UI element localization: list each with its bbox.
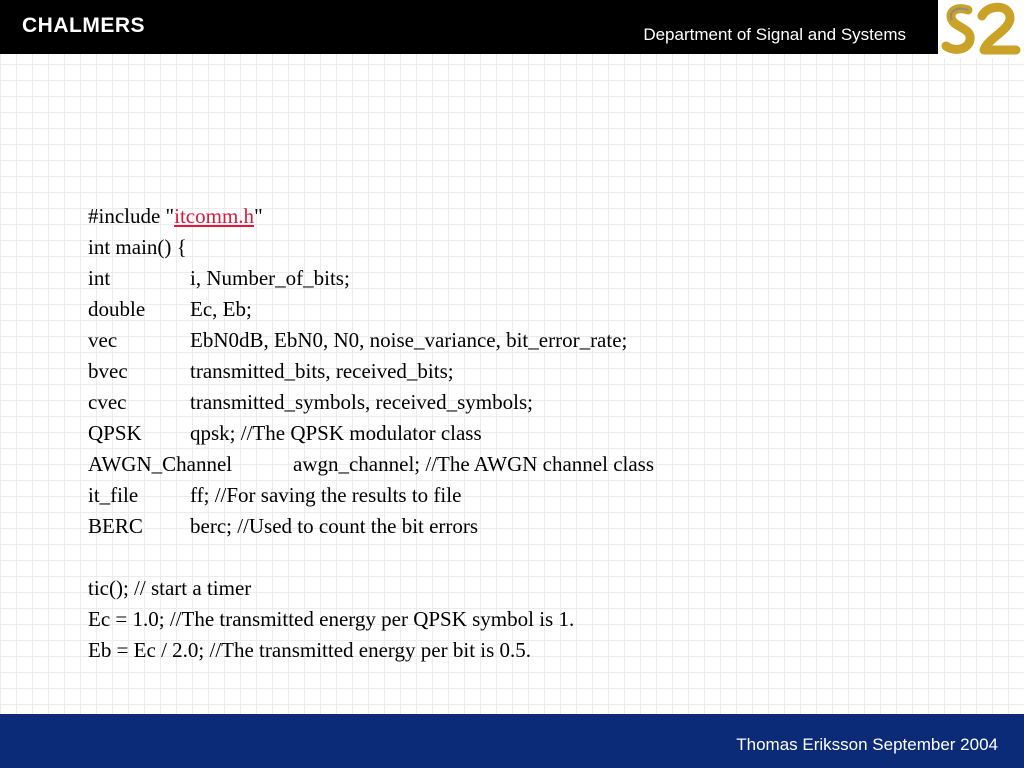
author-date: Thomas Eriksson September 2004 (736, 735, 998, 754)
footer-bar (0, 714, 1024, 768)
include-suffix: " (254, 204, 263, 228)
department-title: Department of Signal and Systems (643, 25, 906, 44)
declaration-vars: qpsk; //The QPSK modulator class (190, 421, 482, 445)
declaration-line (88, 294, 654, 325)
main-function-line: int main() { (88, 235, 187, 259)
blank-line (88, 542, 654, 573)
declaration-vars: Ec, Eb; (190, 297, 252, 321)
declaration-vars: transmitted_symbols, received_symbols; (190, 390, 533, 414)
declaration-vars: EbN0dB, EbN0, N0, noise_variance, bit_error_rate; (190, 328, 628, 352)
declaration-type: AWGN_Channel (88, 452, 233, 476)
declaration-line (88, 356, 654, 387)
declaration-line (88, 387, 654, 418)
declaration-type: it_file (88, 483, 139, 507)
declaration-line (88, 480, 654, 511)
statement-line: Ec = 1.0; //The transmitted energy per QPSK symbol is 1. (88, 607, 575, 631)
declaration-line (88, 418, 654, 449)
declaration-line (88, 325, 654, 356)
declaration-type: QPSK (88, 421, 142, 445)
include-prefix: #include " (88, 204, 175, 228)
declaration-type: BERC (88, 514, 143, 538)
code-block (88, 201, 654, 666)
include-line (88, 201, 654, 232)
declaration-vars: ff; //For saving the results to file (190, 483, 462, 507)
declaration-type: vec (88, 328, 118, 352)
declaration-vars: awgn_channel; //The AWGN channel class (293, 452, 655, 476)
declaration-type: bvec (88, 359, 128, 383)
declaration-vars: transmitted_bits, received_bits; (190, 359, 454, 383)
chalmers-logo-text: CHALMERS (22, 14, 145, 37)
declaration-line (88, 449, 654, 480)
declaration-vars: i, Number_of_bits; (190, 266, 350, 290)
declaration-line (88, 263, 654, 294)
declaration-vars: berc; //Used to count the bit errors (190, 514, 479, 538)
header-bar (0, 0, 1024, 54)
statement-line: tic(); // start a timer (88, 576, 252, 600)
s2-logo-icon (938, 0, 1024, 58)
declaration-type: int (88, 266, 111, 290)
itcomm-header-link[interactable]: itcomm.h (174, 204, 255, 228)
statement-line: Eb = Ec / 2.0; //The transmitted energy per bit is 0.5. (88, 638, 532, 662)
declaration-type: double (88, 297, 146, 321)
declaration-type: cvec (88, 390, 127, 414)
declaration-line (88, 511, 654, 542)
